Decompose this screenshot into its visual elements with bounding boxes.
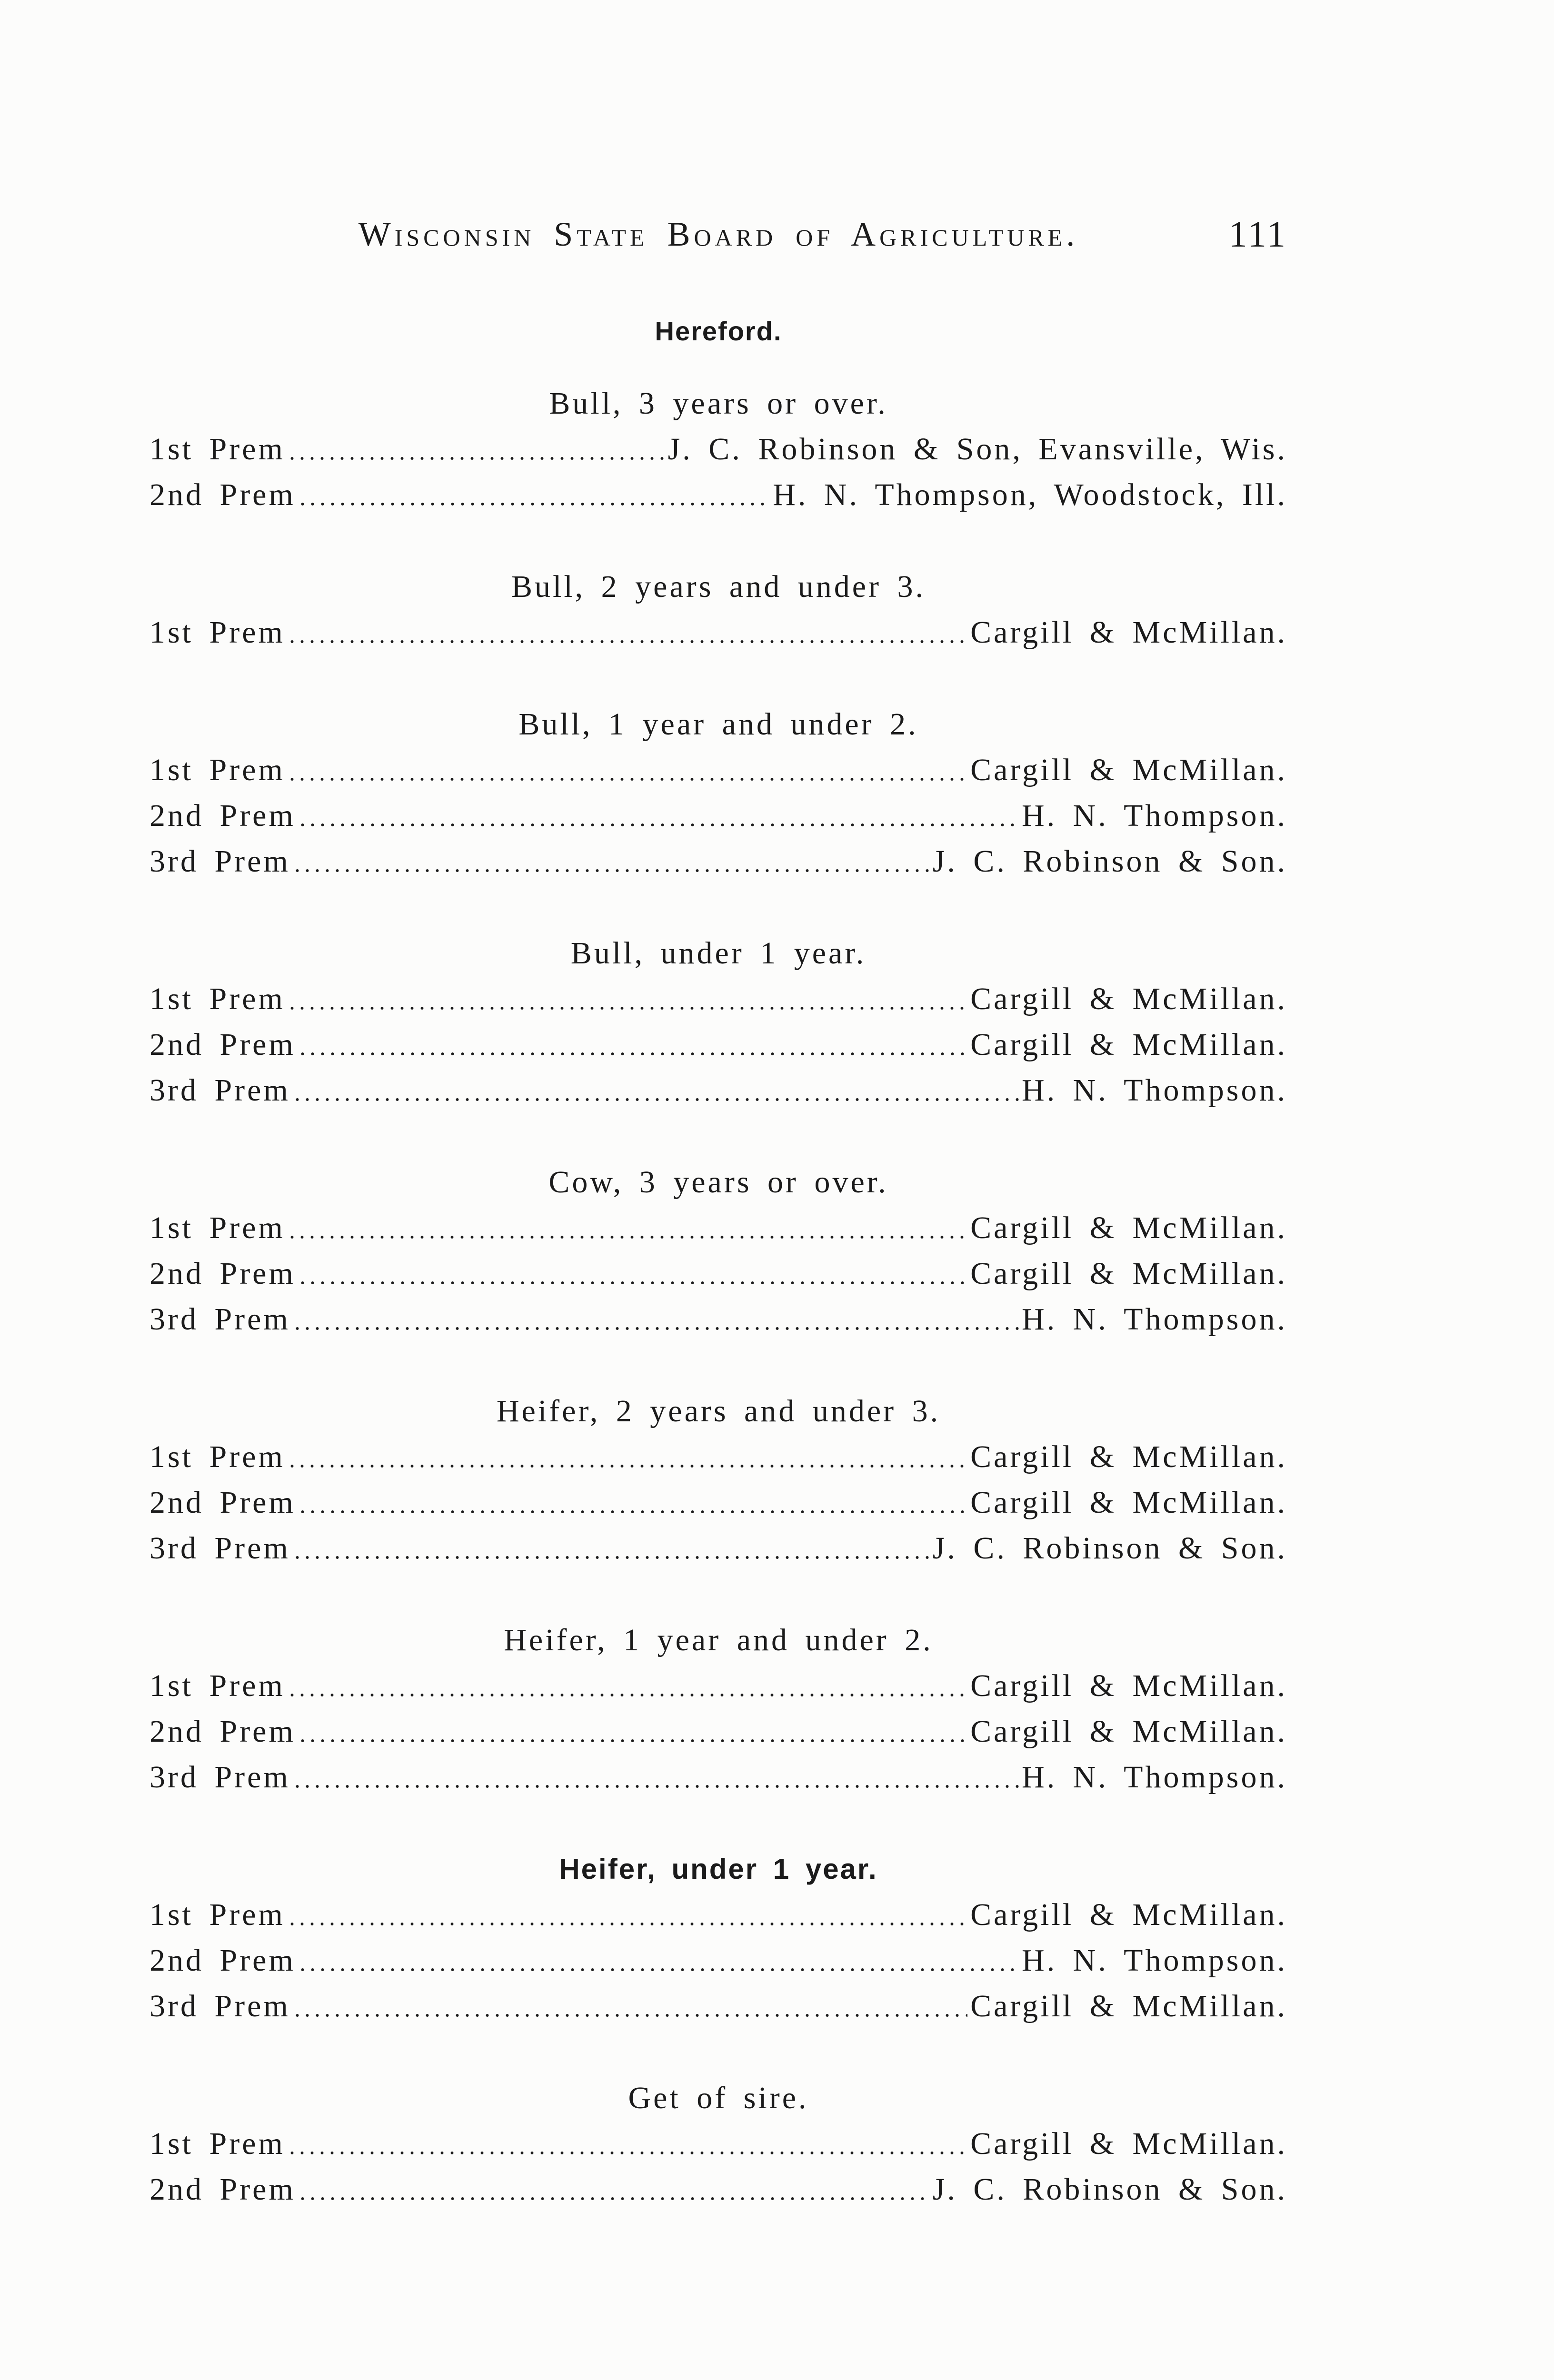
class-section bbox=[149, 702, 1287, 884]
award-row bbox=[149, 793, 1287, 839]
award-row bbox=[149, 610, 1287, 655]
award-row bbox=[149, 1892, 1287, 1938]
dot-leader bbox=[287, 610, 967, 655]
winner: H. N. Thompson. bbox=[1022, 1943, 1287, 1978]
award-row bbox=[149, 1709, 1287, 1755]
award-row bbox=[149, 747, 1287, 793]
winner: Cargill & McMillan. bbox=[970, 753, 1287, 787]
winner: Cargill & McMillan. bbox=[970, 1027, 1287, 1062]
award-row bbox=[149, 472, 1287, 518]
winner: J. C. Robinson & Son. bbox=[932, 1531, 1287, 1566]
winner: Cargill & McMillan. bbox=[970, 1210, 1287, 1245]
place-label: 1st Prem bbox=[149, 432, 285, 466]
winner: Cargill & McMillan. bbox=[970, 1989, 1287, 2023]
place-label: 3rd Prem bbox=[149, 844, 290, 879]
dot-leader bbox=[298, 1480, 967, 1526]
dot-leader bbox=[287, 426, 665, 472]
dot-leader bbox=[298, 472, 770, 518]
dot-leader bbox=[287, 747, 967, 793]
class-section bbox=[149, 931, 1287, 1113]
winner: J. C. Robinson & Son. bbox=[932, 844, 1287, 879]
award-row bbox=[149, 1251, 1287, 1297]
place-label: 2nd Prem bbox=[149, 477, 296, 512]
page-number: 111 bbox=[1228, 213, 1287, 255]
award-row bbox=[149, 976, 1287, 1022]
place-label: 1st Prem bbox=[149, 753, 285, 787]
place-label: 1st Prem bbox=[149, 1897, 285, 1932]
award-row bbox=[149, 1205, 1287, 1251]
dot-leader bbox=[298, 1709, 967, 1755]
place-label: 1st Prem bbox=[149, 2126, 285, 2161]
place-label: 3rd Prem bbox=[149, 1302, 290, 1337]
winner: H. N. Thompson. bbox=[1022, 798, 1287, 833]
winner: Cargill & McMillan. bbox=[970, 1485, 1287, 1520]
premium-list bbox=[149, 308, 1287, 2212]
dot-leader bbox=[298, 1251, 967, 1297]
place-label: 1st Prem bbox=[149, 615, 285, 650]
place-label: 2nd Prem bbox=[149, 798, 296, 833]
winner: J. C. Robinson & Son. bbox=[932, 2172, 1287, 2207]
winner: J. C. Robinson & Son, Evansville, Wis. bbox=[667, 432, 1287, 466]
award-row bbox=[149, 1022, 1287, 1068]
dot-leader bbox=[292, 839, 930, 884]
running-head bbox=[149, 209, 1287, 259]
winner: Cargill & McMillan. bbox=[970, 1668, 1287, 1703]
place-label: 2nd Prem bbox=[149, 2172, 296, 2207]
winner: Cargill & McMillan. bbox=[970, 1256, 1287, 1291]
class-title: Bull, under 1 year. bbox=[570, 936, 867, 971]
class-title: Cow, 3 years or over. bbox=[548, 1165, 888, 1200]
dot-leader bbox=[287, 2121, 967, 2167]
place-label: 1st Prem bbox=[149, 1439, 285, 1474]
award-row bbox=[149, 1480, 1287, 1526]
place-label: 3rd Prem bbox=[149, 1989, 290, 2023]
class-section bbox=[149, 1160, 1287, 1342]
place-label: 2nd Prem bbox=[149, 1943, 296, 1978]
winner: Cargill & McMillan. bbox=[970, 615, 1287, 650]
winner: H. N. Thompson, Woodstock, Ill. bbox=[773, 477, 1287, 512]
dot-leader bbox=[292, 1068, 1019, 1113]
class-section bbox=[149, 2075, 1287, 2212]
winner: Cargill & McMillan. bbox=[970, 982, 1287, 1016]
dot-leader bbox=[292, 1755, 1019, 1800]
class-section bbox=[149, 1617, 1287, 1800]
winner: H. N. Thompson. bbox=[1022, 1302, 1287, 1337]
class-section bbox=[149, 1846, 1287, 2029]
award-row bbox=[149, 426, 1287, 472]
winner: H. N. Thompson. bbox=[1022, 1073, 1287, 1108]
award-row bbox=[149, 1938, 1287, 1983]
place-label: 3rd Prem bbox=[149, 1531, 290, 1566]
breed-heading: Hereford. bbox=[655, 316, 782, 346]
award-row bbox=[149, 1526, 1287, 1571]
class-title: Bull, 2 years and under 3. bbox=[511, 569, 926, 604]
place-label: 2nd Prem bbox=[149, 1714, 296, 1749]
dot-leader bbox=[287, 1434, 967, 1480]
award-row bbox=[149, 1297, 1287, 1342]
dot-leader bbox=[287, 1663, 967, 1709]
award-row bbox=[149, 2167, 1287, 2212]
class-title: Bull, 3 years or over. bbox=[549, 386, 888, 421]
dot-leader bbox=[298, 1938, 1019, 1983]
place-label: 3rd Prem bbox=[149, 1073, 290, 1108]
winner: Cargill & McMillan. bbox=[970, 1714, 1287, 1749]
place-label: 1st Prem bbox=[149, 1210, 285, 1245]
class-title: Bull, 1 year and under 2. bbox=[518, 707, 918, 742]
dot-leader bbox=[287, 976, 967, 1022]
place-label: 2nd Prem bbox=[149, 1256, 296, 1291]
place-label: 3rd Prem bbox=[149, 1760, 290, 1795]
place-label: 2nd Prem bbox=[149, 1027, 296, 1062]
place-label: 2nd Prem bbox=[149, 1485, 296, 1520]
dot-leader bbox=[287, 1892, 967, 1938]
running-head-title: Wisconsin State Board of Agriculture. bbox=[358, 215, 1079, 253]
award-row bbox=[149, 2121, 1287, 2167]
winner: H. N. Thompson. bbox=[1022, 1760, 1287, 1795]
winner: Cargill & McMillan. bbox=[970, 1439, 1287, 1474]
award-row bbox=[149, 839, 1287, 884]
place-label: 1st Prem bbox=[149, 1668, 285, 1703]
dot-leader bbox=[298, 1022, 967, 1068]
award-row bbox=[149, 1068, 1287, 1113]
class-section bbox=[149, 381, 1287, 518]
winner: Cargill & McMillan. bbox=[970, 1897, 1287, 1932]
class-title: Heifer, 1 year and under 2. bbox=[504, 1623, 933, 1657]
award-row bbox=[149, 1755, 1287, 1800]
award-row bbox=[149, 1983, 1287, 2029]
dot-leader bbox=[292, 1297, 1019, 1342]
winner: Cargill & McMillan. bbox=[970, 2126, 1287, 2161]
class-title: Get of sire. bbox=[628, 2081, 809, 2115]
dot-leader bbox=[287, 1205, 967, 1251]
dot-leader bbox=[298, 2167, 930, 2212]
class-section bbox=[149, 1388, 1287, 1571]
dot-leader bbox=[292, 1526, 930, 1571]
dot-leader bbox=[298, 793, 1019, 839]
class-title: Heifer, under 1 year. bbox=[559, 1853, 878, 1885]
award-row bbox=[149, 1663, 1287, 1709]
award-row bbox=[149, 1434, 1287, 1480]
place-label: 1st Prem bbox=[149, 982, 285, 1016]
class-title: Heifer, 2 years and under 3. bbox=[496, 1394, 941, 1428]
class-section bbox=[149, 564, 1287, 655]
dot-leader bbox=[292, 1983, 967, 2029]
